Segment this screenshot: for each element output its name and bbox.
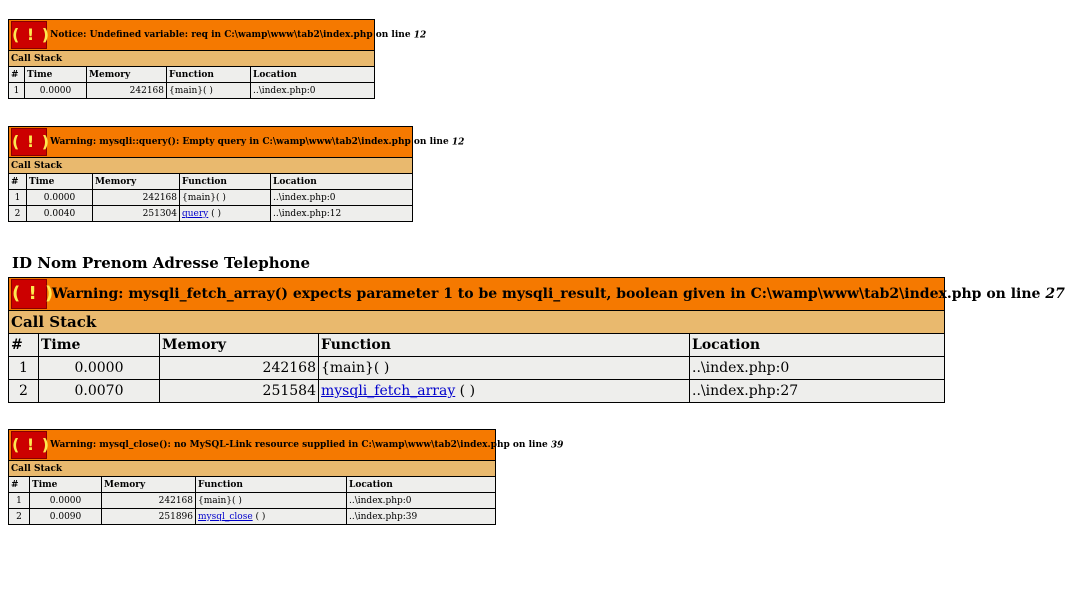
- col-function: Function: [167, 67, 251, 83]
- row-memory: 242168: [93, 190, 180, 206]
- function-link-mysql-close[interactable]: mysql_close: [198, 511, 253, 522]
- function-parens: ( ): [252, 511, 266, 522]
- table-row: [9, 83, 375, 99]
- error-message: Warning: mysqli::query(): Empty query in C:\wamp\www\tab2\index.php on line: [50, 137, 449, 147]
- col-num: #: [9, 334, 39, 357]
- row-num: 2: [9, 380, 39, 403]
- call-stack-title: Call Stack: [9, 311, 945, 334]
- error-message: Warning: mysqli_fetch_array() expects parameter 1 to be mysqli_result, boolean given in C:\wamp\www\tab2\index.php on line: [51, 286, 1041, 302]
- col-num: #: [9, 174, 27, 190]
- function-link-query[interactable]: query: [182, 208, 209, 219]
- row-location: ..\index.php:27: [690, 380, 945, 403]
- function-link-mysqli-fetch-array[interactable]: mysqli_fetch_array: [321, 383, 456, 399]
- row-num: 1: [9, 357, 39, 380]
- error-message: Warning: mysql_close(): no MySQL-Link resource supplied in C:\wamp\www\tab2\index.php on line: [50, 440, 548, 450]
- col-num: #: [9, 67, 25, 83]
- row-function: [196, 509, 347, 525]
- row-location: ..\index.php:0: [690, 357, 945, 380]
- row-memory: 251584: [160, 380, 319, 403]
- error-message: Notice: Undefined variable: req in C:\wamp\www\tab2\index.php on line: [50, 30, 411, 40]
- error-header: [9, 20, 427, 51]
- error-header: [9, 127, 465, 158]
- col-function: Function: [180, 174, 271, 190]
- xdebug-mysql-close-warning-table: [8, 429, 564, 525]
- error-header: [9, 430, 564, 461]
- row-time: 0.0000: [25, 83, 87, 99]
- warning-icon: ( ! ): [11, 128, 47, 156]
- col-memory: Memory: [160, 334, 319, 357]
- table-row: [9, 190, 413, 206]
- xdebug-notice-table: [8, 19, 427, 99]
- row-location: ..\index.php:39: [347, 509, 496, 525]
- row-location: ..\index.php:0: [271, 190, 413, 206]
- col-time: Time: [27, 174, 93, 190]
- row-function: [319, 380, 690, 403]
- row-num: 2: [9, 206, 27, 222]
- call-stack-title: Call Stack: [9, 51, 375, 67]
- col-memory: Memory: [87, 67, 167, 83]
- row-num: 2: [9, 509, 30, 525]
- row-num: 1: [9, 493, 30, 509]
- error-line: 27: [1045, 286, 1065, 302]
- error-line: 39: [550, 440, 564, 451]
- xdebug-query-warning-table: [8, 126, 465, 222]
- row-num: 1: [9, 83, 25, 99]
- col-num: #: [9, 477, 30, 493]
- table-heading: ID Nom Prenom Adresse Telephone: [12, 254, 311, 272]
- row-memory: 251896: [102, 509, 196, 525]
- col-time: Time: [30, 477, 102, 493]
- error-header: [9, 278, 1065, 311]
- row-function: {main}( ): [196, 493, 347, 509]
- row-memory: 242168: [160, 357, 319, 380]
- col-time: Time: [25, 67, 87, 83]
- table-row: [9, 493, 496, 509]
- table-row: [9, 509, 496, 525]
- row-location: ..\index.php:12: [271, 206, 413, 222]
- col-location: Location: [690, 334, 945, 357]
- error-line: 12: [413, 30, 427, 41]
- row-time: 0.0000: [27, 190, 93, 206]
- table-row: [9, 357, 945, 380]
- row-time: 0.0040: [27, 206, 93, 222]
- row-memory: 251304: [93, 206, 180, 222]
- call-stack-title: Call Stack: [9, 158, 413, 174]
- row-location: ..\index.php:0: [347, 493, 496, 509]
- warning-icon: ( ! ): [11, 279, 47, 309]
- row-num: 1: [9, 190, 27, 206]
- col-location: Location: [251, 67, 375, 83]
- row-time: 0.0070: [39, 380, 160, 403]
- row-time: 0.0000: [39, 357, 160, 380]
- row-function: {main}( ): [180, 190, 271, 206]
- row-function: {main}( ): [319, 357, 690, 380]
- row-time: 0.0090: [30, 509, 102, 525]
- row-location: ..\index.php:0: [251, 83, 375, 99]
- xdebug-fetch-array-warning-table: [8, 277, 1065, 403]
- row-function: {main}( ): [167, 83, 251, 99]
- table-row: [9, 206, 413, 222]
- col-time: Time: [39, 334, 160, 357]
- row-memory: 242168: [102, 493, 196, 509]
- col-memory: Memory: [102, 477, 196, 493]
- col-function: Function: [196, 477, 347, 493]
- col-memory: Memory: [93, 174, 180, 190]
- call-stack-title: Call Stack: [9, 461, 496, 477]
- function-parens: ( ): [208, 208, 222, 219]
- warning-icon: ( ! ): [11, 431, 47, 459]
- col-location: Location: [271, 174, 413, 190]
- row-memory: 242168: [87, 83, 167, 99]
- table-row: [9, 380, 945, 403]
- row-function: [180, 206, 271, 222]
- row-time: 0.0000: [30, 493, 102, 509]
- warning-icon: ( ! ): [11, 21, 47, 49]
- error-line: 12: [451, 137, 465, 148]
- function-parens: ( ): [455, 383, 476, 399]
- col-function: Function: [319, 334, 690, 357]
- col-location: Location: [347, 477, 496, 493]
